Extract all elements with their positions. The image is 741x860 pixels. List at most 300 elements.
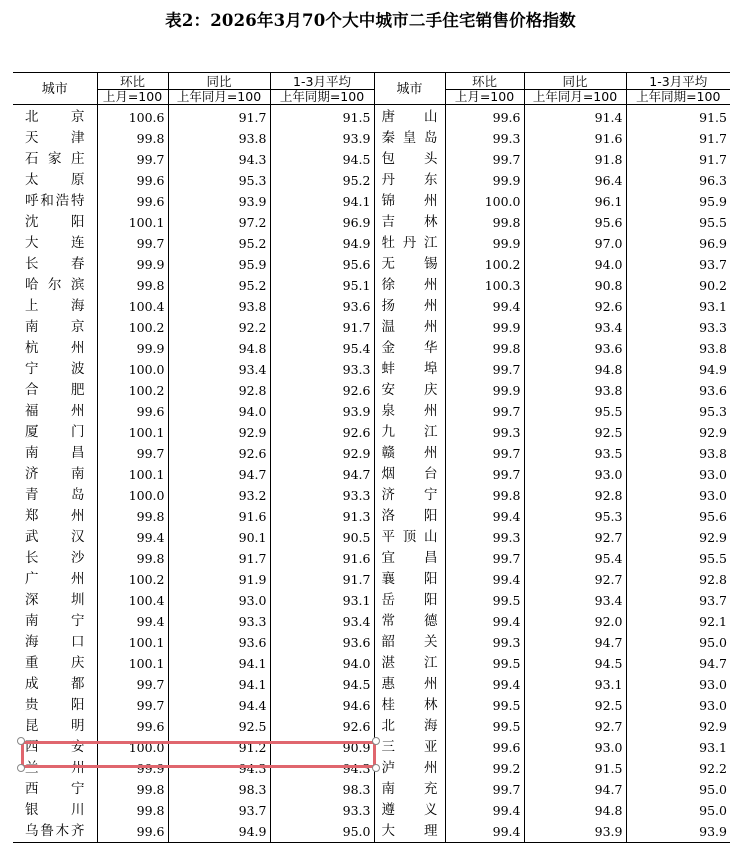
mom-value-right: 99.3 <box>445 527 524 548</box>
avg-value-left: 92.6 <box>270 422 374 443</box>
yoy-value-left: 94.1 <box>168 653 270 674</box>
avg-value-right: 93.1 <box>626 296 730 317</box>
avg-value-right: 93.8 <box>626 443 730 464</box>
city-name-right: 安庆 <box>374 380 445 401</box>
city-name-left: 贵阳 <box>13 695 97 716</box>
table-row <box>13 380 730 401</box>
city-name-right: 常德 <box>374 611 445 632</box>
mom-value-right: 99.9 <box>445 317 524 338</box>
avg-value-left: 94.3 <box>270 758 374 779</box>
city-name-left: 上海 <box>13 296 97 317</box>
mom-value-left: 100.2 <box>128 383 165 398</box>
mom-value-right: 99.7 <box>445 149 524 170</box>
city-name-left: 大连 <box>13 233 97 254</box>
city-name-right: 惠州 <box>374 674 445 695</box>
price-index-table <box>13 72 730 843</box>
yoy-value-right: 94.7 <box>524 779 626 800</box>
avg-value-right: 93.0 <box>626 674 730 695</box>
mom-value-left: 99.8 <box>136 803 165 818</box>
city-name-right: 平顶山 <box>374 527 445 548</box>
avg-value-left: 92.9 <box>270 443 374 464</box>
city-name-right: 韶关 <box>374 632 445 653</box>
avg-value-left: 94.5 <box>270 674 374 695</box>
table-row <box>13 485 730 506</box>
mom-value-left: 99.7 <box>136 677 165 692</box>
table-row <box>13 212 730 233</box>
mom-value-left: 100.4 <box>128 299 165 314</box>
table-row <box>13 296 730 317</box>
mom-value-right: 99.7 <box>445 359 524 380</box>
city-name-left: 南京 <box>13 317 97 338</box>
mom-value-left: 100.1 <box>128 656 165 671</box>
table-row <box>13 443 730 464</box>
mom-value-right: 99.9 <box>445 170 524 191</box>
city-column-header-right: 城市 <box>374 73 445 105</box>
city-name-left: 太原 <box>13 170 97 191</box>
city-name-right: 无锡 <box>374 254 445 275</box>
avg-value-right: 95.0 <box>626 800 730 821</box>
mom-value-left: 99.4 <box>136 530 165 545</box>
mom-value-left: 99.9 <box>136 761 165 776</box>
mom-value-left: 99.7 <box>136 446 165 461</box>
mom-value-left: 99.6 <box>136 194 165 209</box>
yoy-value-right: 95.5 <box>524 401 626 422</box>
table-row <box>13 359 730 380</box>
avg-value-left: 93.9 <box>270 401 374 422</box>
mom-value-right: 99.3 <box>445 632 524 653</box>
yoy-value-left: 91.9 <box>168 569 270 590</box>
table-row <box>13 464 730 485</box>
city-name-left: 乌鲁木齐 <box>13 821 97 843</box>
city-name-left: 南昌 <box>13 443 97 464</box>
highlight-handle-bottom-right[interactable] <box>372 764 380 772</box>
table-row <box>13 233 730 254</box>
yoy-value-left: 94.9 <box>168 821 270 843</box>
mom-value-left: 99.7 <box>136 236 165 251</box>
avg-value-right: 93.7 <box>626 254 730 275</box>
yoy-value-left: 91.6 <box>168 506 270 527</box>
avg-value-left: 93.3 <box>270 359 374 380</box>
avg-value-right: 93.0 <box>626 464 730 485</box>
avg-value-right: 92.9 <box>626 422 730 443</box>
avg-value-right: 93.8 <box>626 338 730 359</box>
mom-value-left: 100.1 <box>128 215 165 230</box>
mom-value-left: 99.8 <box>136 782 165 797</box>
avg-value-right: 93.1 <box>626 737 730 758</box>
mom-column-header-right: 环比 <box>445 73 524 90</box>
city-name-left: 昆明 <box>13 716 97 737</box>
yoy-value-left: 94.1 <box>168 674 270 695</box>
mom-value-left: 100.0 <box>128 362 165 377</box>
table-row <box>13 653 730 674</box>
city-name-left: 宁波 <box>13 359 97 380</box>
avg-value-right: 93.9 <box>626 821 730 843</box>
yoy-value-left: 91.7 <box>168 105 270 129</box>
avg-value-left: 98.3 <box>270 779 374 800</box>
mom-value-left: 99.6 <box>136 719 165 734</box>
yoy-value-right: 93.4 <box>524 317 626 338</box>
avg-value-right: 93.6 <box>626 380 730 401</box>
yoy-value-right: 93.4 <box>524 590 626 611</box>
yoy-value-left: 92.8 <box>168 380 270 401</box>
mom-value-right: 99.4 <box>445 800 524 821</box>
yoy-value-left: 95.2 <box>168 233 270 254</box>
avg-value-left: 91.3 <box>270 506 374 527</box>
table-row <box>13 527 730 548</box>
yoy-column-header-right: 同比 <box>524 73 626 90</box>
yoy-value-left: 94.7 <box>168 464 270 485</box>
yoy-value-left: 92.6 <box>168 443 270 464</box>
avg-value-left: 95.4 <box>270 338 374 359</box>
yoy-value-right: 93.8 <box>524 380 626 401</box>
table-row <box>13 170 730 191</box>
city-name-right: 扬州 <box>374 296 445 317</box>
yoy-value-left: 94.4 <box>168 695 270 716</box>
avg-value-right: 95.0 <box>626 632 730 653</box>
mom-value-left: 99.6 <box>136 824 165 839</box>
avg-value-right: 92.9 <box>626 527 730 548</box>
avg-value-left: 95.1 <box>270 275 374 296</box>
yoy-value-left: 98.3 <box>168 779 270 800</box>
city-column-header: 城市 <box>13 73 97 105</box>
city-name-left: 青岛 <box>13 485 97 506</box>
city-name-right: 遵义 <box>374 800 445 821</box>
yoy-value-right: 91.4 <box>524 105 626 129</box>
table-row <box>13 506 730 527</box>
mom-value-right: 99.7 <box>445 443 524 464</box>
mom-value-right: 100.2 <box>445 254 524 275</box>
city-name-left: 福州 <box>13 401 97 422</box>
mom-value-right: 100.0 <box>445 191 524 212</box>
table-row <box>13 422 730 443</box>
mom-value-left: 99.7 <box>136 698 165 713</box>
yoy-value-right: 94.8 <box>524 359 626 380</box>
avg-value-left: 93.6 <box>270 296 374 317</box>
city-name-right: 岳阳 <box>374 590 445 611</box>
mom-value-left: 100.1 <box>128 635 165 650</box>
yoy-value-left: 94.8 <box>168 338 270 359</box>
mom-column-header: 环比 <box>97 73 168 90</box>
mom-value-left: 100.6 <box>128 110 165 125</box>
mom-value-left: 99.7 <box>136 152 165 167</box>
avg-value-left: 94.1 <box>270 191 374 212</box>
mom-value-right: 100.3 <box>445 275 524 296</box>
city-name-right: 蚌埠 <box>374 359 445 380</box>
avg-value-right: 91.7 <box>626 149 730 170</box>
city-name-left: 沈阳 <box>13 212 97 233</box>
yoy-value-left: 97.2 <box>168 212 270 233</box>
avg-value-left: 93.9 <box>270 128 374 149</box>
city-name-right: 洛阳 <box>374 506 445 527</box>
yoy-base-label: 上年同月=100 <box>168 90 270 105</box>
city-name-left: 天津 <box>13 128 97 149</box>
mom-value-right: 99.8 <box>445 212 524 233</box>
avg-value-right: 92.2 <box>626 758 730 779</box>
avg-value-right: 93.0 <box>626 485 730 506</box>
mom-value-right: 99.7 <box>445 548 524 569</box>
mom-value-right: 99.8 <box>445 338 524 359</box>
yoy-value-right: 94.8 <box>524 800 626 821</box>
mom-value-right: 99.9 <box>445 380 524 401</box>
yoy-value-right: 93.1 <box>524 674 626 695</box>
yoy-value-left: 92.5 <box>168 716 270 737</box>
city-name-right: 烟台 <box>374 464 445 485</box>
mom-value-left: 99.6 <box>136 404 165 419</box>
city-name-left: 长春 <box>13 254 97 275</box>
avg-value-left: 95.0 <box>270 821 374 843</box>
yoy-value-right: 96.1 <box>524 191 626 212</box>
yoy-value-left: 94.3 <box>168 758 270 779</box>
table-row <box>13 590 730 611</box>
table-row <box>13 149 730 170</box>
table-title: 表2：2026年3月70个大中城市二手住宅销售价格指数 <box>165 11 576 30</box>
avg-value-left: 94.0 <box>270 653 374 674</box>
yoy-value-left: 95.3 <box>168 170 270 191</box>
city-name-left: 西宁 <box>13 779 97 800</box>
avg-value-left: 93.3 <box>270 800 374 821</box>
yoy-value-right: 94.0 <box>524 254 626 275</box>
mom-value-right: 99.6 <box>445 737 524 758</box>
highlight-handle-top-right[interactable] <box>372 737 380 745</box>
table-row <box>13 275 730 296</box>
city-name-right: 宜昌 <box>374 548 445 569</box>
yoy-value-right: 92.5 <box>524 422 626 443</box>
table-row <box>13 191 730 212</box>
avg-value-right: 93.7 <box>626 590 730 611</box>
mom-value-left: 100.4 <box>128 593 165 608</box>
avg-column-header: 1-3月平均 <box>270 73 374 90</box>
avg-value-right: 95.6 <box>626 506 730 527</box>
mom-value-right: 99.4 <box>445 569 524 590</box>
yoy-value-left: 93.9 <box>168 191 270 212</box>
yoy-value-left: 95.9 <box>168 254 270 275</box>
city-name-left: 呼和浩特 <box>13 191 97 212</box>
city-name-left: 济南 <box>13 464 97 485</box>
mom-value-left: 100.1 <box>128 425 165 440</box>
city-name-left: 广州 <box>13 569 97 590</box>
avg-base-label: 上年同期=100 <box>270 90 374 105</box>
avg-value-right: 90.2 <box>626 275 730 296</box>
yoy-value-left: 93.8 <box>168 128 270 149</box>
mom-value-right: 99.5 <box>445 695 524 716</box>
mom-value-left: 99.9 <box>136 341 165 356</box>
avg-value-right: 95.5 <box>626 212 730 233</box>
city-name-right: 南充 <box>374 779 445 800</box>
mom-value-left: 99.8 <box>136 131 165 146</box>
avg-column-header-right: 1-3月平均 <box>626 73 730 90</box>
city-name-right: 秦皇岛 <box>374 128 445 149</box>
city-name-right: 泉州 <box>374 401 445 422</box>
mom-value-right: 99.8 <box>445 485 524 506</box>
avg-value-left: 92.6 <box>270 380 374 401</box>
city-name-right: 泸州 <box>374 758 445 779</box>
city-name-left: 武汉 <box>13 527 97 548</box>
mom-value-left: 100.0 <box>128 488 165 503</box>
mom-value-right: 99.5 <box>445 653 524 674</box>
mom-value-right: 99.4 <box>445 296 524 317</box>
table-row <box>13 401 730 422</box>
table-row <box>13 105 730 129</box>
table-row <box>13 338 730 359</box>
yoy-value-right: 93.6 <box>524 338 626 359</box>
city-name-left: 重庆 <box>13 653 97 674</box>
city-name-left: 哈尔滨 <box>13 275 97 296</box>
city-name-left: 海口 <box>13 632 97 653</box>
yoy-value-right: 95.4 <box>524 548 626 569</box>
mom-value-right: 99.3 <box>445 128 524 149</box>
yoy-value-right: 97.0 <box>524 233 626 254</box>
table-row <box>13 800 730 821</box>
avg-value-left: 91.7 <box>270 317 374 338</box>
table-row <box>13 821 730 843</box>
city-name-left: 北京 <box>13 105 97 129</box>
yoy-value-left: 93.4 <box>168 359 270 380</box>
city-name-right: 襄阳 <box>374 569 445 590</box>
mom-base-label: 上月=100 <box>97 90 168 105</box>
avg-value-right: 94.9 <box>626 359 730 380</box>
yoy-value-left: 91.2 <box>168 737 270 758</box>
mom-base-label-right: 上月=100 <box>445 90 524 105</box>
table-row <box>13 128 730 149</box>
city-name-left: 长沙 <box>13 548 97 569</box>
yoy-value-right: 92.0 <box>524 611 626 632</box>
city-name-right: 三亚 <box>374 737 445 758</box>
city-name-right: 吉林 <box>374 212 445 233</box>
mom-value-right: 99.5 <box>445 716 524 737</box>
mom-value-right: 99.7 <box>445 779 524 800</box>
table-row <box>13 716 730 737</box>
table-row <box>13 695 730 716</box>
avg-value-left: 93.6 <box>270 632 374 653</box>
yoy-value-right: 92.7 <box>524 569 626 590</box>
mom-value-right: 99.7 <box>445 401 524 422</box>
city-name-left: 深圳 <box>13 590 97 611</box>
city-name-left: 石家庄 <box>13 149 97 170</box>
city-name-right: 徐州 <box>374 275 445 296</box>
avg-value-right: 92.1 <box>626 611 730 632</box>
city-name-right: 金华 <box>374 338 445 359</box>
highlight-handle-top-left[interactable] <box>17 737 25 745</box>
table-row <box>13 317 730 338</box>
avg-value-right: 91.7 <box>626 128 730 149</box>
avg-value-left: 92.6 <box>270 716 374 737</box>
yoy-value-left: 93.0 <box>168 590 270 611</box>
avg-value-left: 96.9 <box>270 212 374 233</box>
mom-value-right: 99.6 <box>445 105 524 129</box>
yoy-value-right: 91.6 <box>524 128 626 149</box>
mom-value-left: 99.9 <box>136 257 165 272</box>
city-name-left: 郑州 <box>13 506 97 527</box>
mom-value-right: 99.4 <box>445 506 524 527</box>
city-name-right: 赣州 <box>374 443 445 464</box>
avg-value-right: 92.9 <box>626 716 730 737</box>
mom-value-right: 99.9 <box>445 233 524 254</box>
yoy-value-right: 92.6 <box>524 296 626 317</box>
city-name-left: 兰州 <box>13 758 97 779</box>
city-name-left: 厦门 <box>13 422 97 443</box>
city-name-right: 湛江 <box>374 653 445 674</box>
avg-value-right: 95.5 <box>626 548 730 569</box>
yoy-value-left: 91.7 <box>168 548 270 569</box>
yoy-value-left: 92.9 <box>168 422 270 443</box>
yoy-value-right: 91.8 <box>524 149 626 170</box>
table-row <box>13 779 730 800</box>
city-name-right: 唐山 <box>374 105 445 129</box>
mom-value-right: 99.4 <box>445 611 524 632</box>
yoy-value-right: 92.5 <box>524 695 626 716</box>
avg-value-right: 95.0 <box>626 779 730 800</box>
avg-value-left: 94.9 <box>270 233 374 254</box>
yoy-value-left: 93.8 <box>168 296 270 317</box>
avg-value-left: 90.5 <box>270 527 374 548</box>
avg-value-left: 95.6 <box>270 254 374 275</box>
avg-value-left: 93.4 <box>270 611 374 632</box>
yoy-value-right: 95.3 <box>524 506 626 527</box>
city-name-left: 西安 <box>13 737 97 758</box>
avg-value-right: 95.9 <box>626 191 730 212</box>
yoy-value-right: 92.7 <box>524 527 626 548</box>
mom-value-right: 99.4 <box>445 674 524 695</box>
yoy-value-right: 93.0 <box>524 737 626 758</box>
table-row <box>13 548 730 569</box>
avg-value-left: 94.5 <box>270 149 374 170</box>
mom-value-left: 99.4 <box>136 614 165 629</box>
mom-value-right: 99.5 <box>445 590 524 611</box>
highlight-handle-bottom-left[interactable] <box>17 764 25 772</box>
avg-value-right: 93.3 <box>626 317 730 338</box>
mom-value-left: 99.8 <box>136 551 165 566</box>
mom-value-left: 99.8 <box>136 278 165 293</box>
city-name-right: 桂林 <box>374 695 445 716</box>
yoy-value-right: 91.5 <box>524 758 626 779</box>
yoy-value-right: 90.8 <box>524 275 626 296</box>
yoy-value-left: 95.2 <box>168 275 270 296</box>
avg-value-right: 91.5 <box>626 105 730 129</box>
city-name-right: 牡丹江 <box>374 233 445 254</box>
yoy-value-left: 93.3 <box>168 611 270 632</box>
city-name-right: 丹东 <box>374 170 445 191</box>
table-row <box>13 569 730 590</box>
yoy-value-right: 95.6 <box>524 212 626 233</box>
yoy-value-right: 94.7 <box>524 632 626 653</box>
highlight-box-xian <box>21 741 376 768</box>
avg-value-left: 91.7 <box>270 569 374 590</box>
mom-value-left: 99.6 <box>136 173 165 188</box>
yoy-value-right: 92.8 <box>524 485 626 506</box>
yoy-value-left: 93.7 <box>168 800 270 821</box>
yoy-base-label-right: 上年同月=100 <box>524 90 626 105</box>
city-name-right: 济宁 <box>374 485 445 506</box>
yoy-value-right: 93.9 <box>524 821 626 843</box>
yoy-value-right: 93.0 <box>524 464 626 485</box>
avg-value-left: 95.2 <box>270 170 374 191</box>
yoy-value-right: 94.5 <box>524 653 626 674</box>
city-name-right: 温州 <box>374 317 445 338</box>
avg-value-right: 92.8 <box>626 569 730 590</box>
yoy-value-left: 93.6 <box>168 632 270 653</box>
yoy-value-right: 96.4 <box>524 170 626 191</box>
avg-value-left: 94.6 <box>270 695 374 716</box>
city-name-right: 北海 <box>374 716 445 737</box>
avg-base-label-right: 上年同期=100 <box>626 90 730 105</box>
avg-value-left: 93.3 <box>270 485 374 506</box>
avg-value-left: 94.7 <box>270 464 374 485</box>
mom-value-left: 100.2 <box>128 320 165 335</box>
yoy-value-left: 94.0 <box>168 401 270 422</box>
city-name-left: 成都 <box>13 674 97 695</box>
city-name-right: 包头 <box>374 149 445 170</box>
mom-value-right: 99.2 <box>445 758 524 779</box>
